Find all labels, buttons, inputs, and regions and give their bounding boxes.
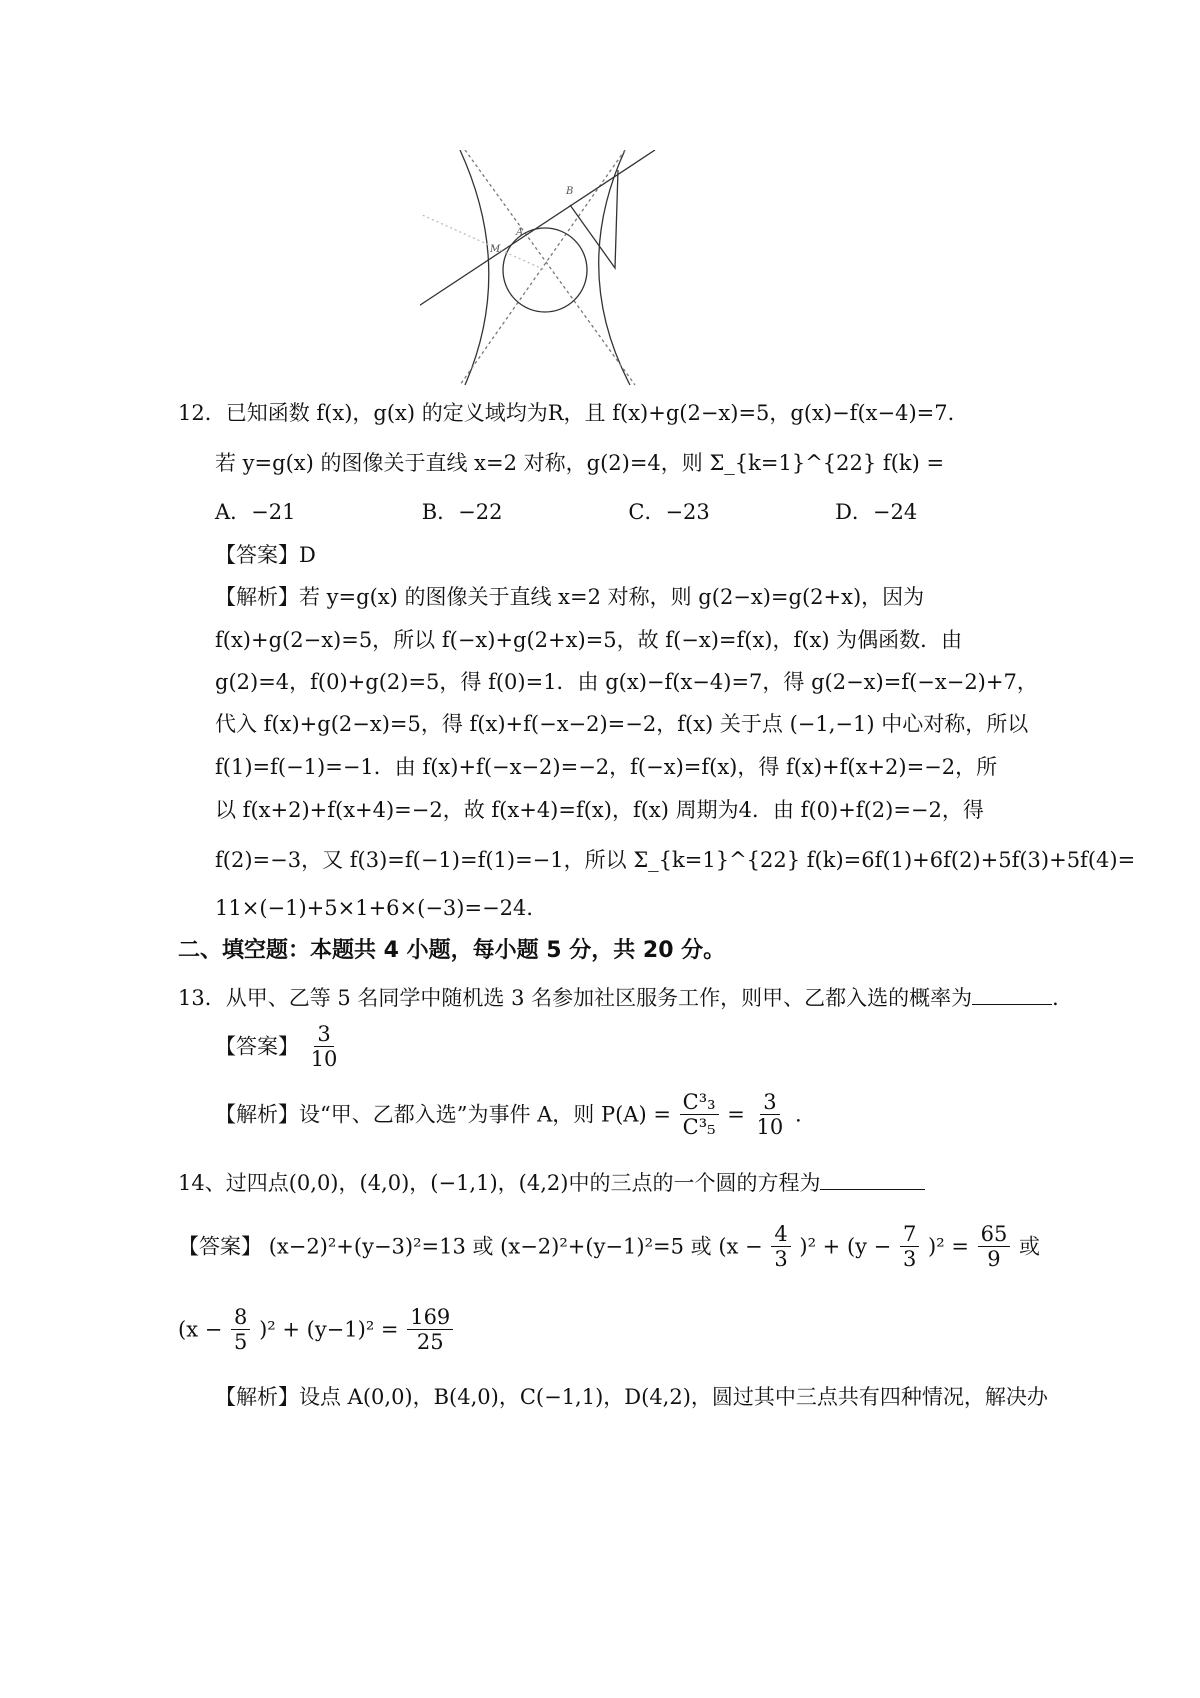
q12-options [215, 497, 1035, 527]
q13-equals: = [727, 1102, 745, 1127]
q14-answer-label: 【答案】 [178, 1234, 262, 1259]
q14-eq3-part-b: )² + (y − [799, 1234, 892, 1259]
q14-eq4-part-a: (x − [178, 1317, 223, 1342]
label-m: M [490, 244, 501, 255]
q14-equations-1-2: (x−2)²+(y−3)²=13 或 (x−2)²+(y−1)²=5 或 [268, 1234, 712, 1259]
q12-stem-line-2: 若 y=g(x) 的图像关于直线 x=2 对称，g(2)=4，则 Σ_{k=1}^{22} f(k) = [215, 451, 945, 475]
q14-fraction-4-3 [771, 1222, 790, 1271]
q13-result-fraction [754, 1090, 787, 1139]
hyperbola-left-branch [460, 150, 489, 385]
q13-c-denominator: C³₅ [682, 1115, 716, 1139]
q14-stem-text: 14、过四点(0,0)，(4,0)，(−1,1)，(4,2)中的三点的一个圆的方程为 [178, 1171, 821, 1195]
q14-f73-numerator: 7 [900, 1222, 919, 1247]
q14-eq4-part-b: )² + (y−1)² = [259, 1317, 399, 1342]
label-b: B [566, 186, 574, 197]
option-b: B．−22 [421, 500, 503, 524]
q13-answer [215, 1022, 342, 1071]
q14-f43-denominator: 3 [774, 1247, 788, 1271]
inscribed-circle [503, 228, 587, 312]
q13-stem-text: 13．从甲、乙等 5 名同学中随机选 3 名参加社区服务工作，则甲、乙都入选的概率为 [178, 986, 973, 1010]
option-c: C．−23 [628, 500, 710, 524]
q13-c-numerator: C³₃ [680, 1090, 719, 1115]
q14-eq3-part-c: )² = [928, 1234, 969, 1259]
q12-analysis-line-2: f(x)+g(2−x)=5，所以 f(−x)+g(2+x)=5，故 f(−x)=f(x)，f(x) 为偶函数．由 [215, 628, 963, 652]
q14-f659-denominator: 9 [987, 1247, 1001, 1271]
q13-answer-fraction [308, 1022, 341, 1071]
q14-f85-denominator: 5 [234, 1330, 248, 1354]
q14-f73-denominator: 3 [902, 1247, 917, 1271]
q13-period: . [794, 1102, 802, 1127]
q14-f16925-numerator: 169 [407, 1305, 453, 1330]
q13-answer-denominator: 10 [310, 1047, 338, 1071]
q14-analysis: 【解析】设点 A(0,0)，B(4,0)，C(−1,1)，D(4,2)，圆过其中三点共有四种情况，解决办 [215, 1385, 1048, 1409]
option-a: A．−21 [215, 500, 296, 524]
section-2-title: 二、填空题：本题共 4 小题，每小题 5 分，共 20 分。 [178, 938, 726, 963]
q14-f43-numerator: 4 [771, 1222, 790, 1247]
q14-eq3-part-d: 或 [1019, 1234, 1041, 1259]
label-a: A [516, 227, 524, 238]
q13-answer-numerator: 3 [314, 1022, 333, 1047]
asymptote-1 [465, 150, 635, 385]
q14-eq3-part-a: (x − [718, 1234, 763, 1259]
q12-analysis-line-8: 11×(−1)+5×1+6×(−3)=−24． [215, 896, 548, 920]
q14-answer-line-2 [178, 1305, 455, 1354]
q12-answer: 【答案】D [215, 543, 316, 567]
q14-stem [178, 1165, 925, 1198]
q13-analysis [215, 1090, 802, 1139]
q13-analysis-text: 【解析】设“甲、乙都入选”为事件 A，则 P(A) = [215, 1102, 671, 1127]
q12-analysis-line-1: 【解析】若 y=g(x) 的图像关于直线 x=2 对称，则 g(2−x)=g(2+x)，因为 [215, 585, 925, 609]
q14-answer-blank [820, 1165, 925, 1190]
q12-analysis-line-4: 代入 f(x)+g(2−x)=5，得 f(x)+f(−x−2)=−2，f(x) 关于点 (−1,−1) 中心对称，所以 [215, 712, 1029, 736]
q14-answer-line-1 [178, 1222, 1040, 1271]
tangent-line [420, 150, 655, 315]
q13-answer-blank [972, 980, 1052, 1005]
q12-analysis-line-3: g(2)=4，f(0)+g(2)=5，得 f(0)=1．由 g(x)−f(x−4)=7，得 g(2−x)=f(−x−2)+7， [215, 670, 1038, 694]
q13-stem: 13．从甲、乙等 5 名同学中随机选 3 名参加社区服务工作，则甲、乙都入选的概率为 ． [178, 980, 1073, 1013]
q13-answer-label: 【答案】 [215, 1034, 299, 1059]
q13-r-denominator: 10 [756, 1115, 784, 1139]
q14-fraction-169-25 [407, 1305, 453, 1354]
q14-f16925-denominator: 25 [416, 1330, 444, 1354]
q12-analysis-line-6: 以 f(x+2)+f(x+4)=−2，故 f(x+4)=f(x)，f(x) 周期为4．由 f(0)+f(2)=−2，得 [215, 798, 984, 822]
q14-fraction-7-3 [900, 1222, 919, 1271]
q14-f659-numerator: 65 [978, 1222, 1011, 1247]
q13-r-numerator: 3 [760, 1090, 779, 1115]
geometry-figure [420, 150, 720, 410]
q12-analysis-line-5: f(1)=f(−1)=−1．由 f(x)+f(−x−2)=−2，f(−x)=f(x)，得 f(x)+f(x+2)=−2，所 [215, 755, 998, 779]
q13-combination-fraction [680, 1090, 719, 1139]
q14-fraction-8-5 [231, 1305, 250, 1354]
q12-stem-line-1: 12．已知函数 f(x)，g(x) 的定义域均为R，且 f(x)+g(2−x)=5，g(x)−f(x−4)=7． [178, 401, 969, 425]
q14-f85-numerator: 8 [231, 1305, 250, 1330]
option-d: D．−24 [835, 500, 918, 524]
q14-fraction-65-9 [978, 1222, 1011, 1271]
asymptote-2 [460, 150, 625, 385]
q12-analysis-line-7: f(2)=−3，又 f(3)=f(−1)=f(1)=−1，所以 Σ_{k=1}^{22} f(k)=6f(1)+6f(2)+5f(3)+5f(4)= [215, 848, 1136, 872]
